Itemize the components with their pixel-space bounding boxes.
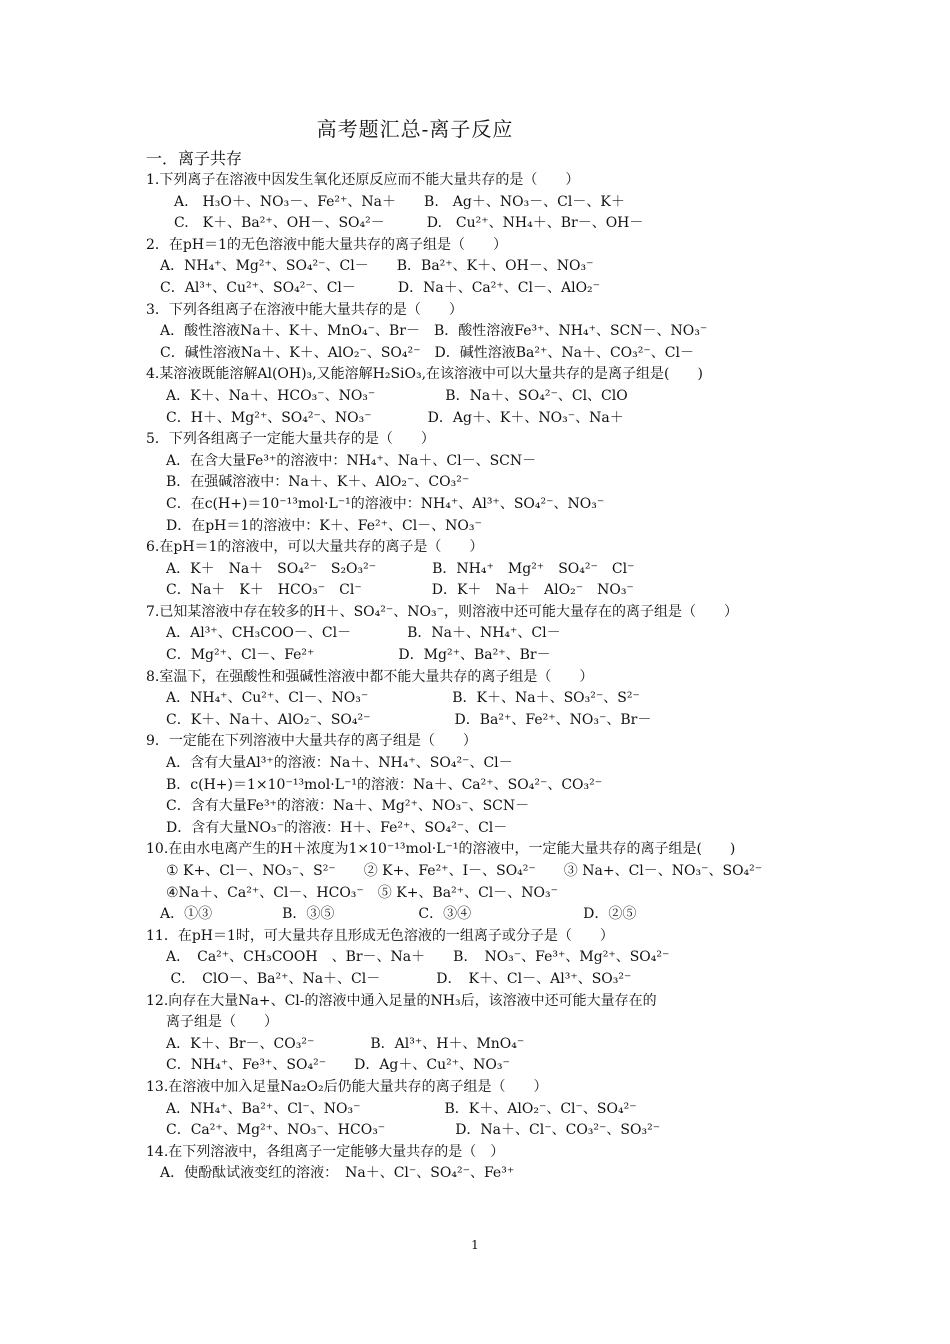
question-stem: 4.某溶液既能溶解Al(OH)₃,又能溶解H₂SiO₃,在该溶液中可以大量共存的是离子组是( ): [146, 366, 703, 383]
question-stem: 8.室温下，在强酸性和强碱性溶液中都不能大量共存的离子组是（ ）: [146, 668, 594, 685]
answer-options: A．NH₄⁺、Ba²⁺、Cl⁻、NO₃⁻ B．K＋、AlO₂⁻、Cl⁻、SO₄²⁻: [166, 1100, 637, 1117]
answer-options: B．在强碱溶液中：Na＋、K＋、AlO₂⁻、CO₃²⁻: [166, 474, 470, 491]
answer-options: A．NH₄⁺、Cu²⁺、Cl－、NO₃⁻ B．K＋、Na＋、SO₃²⁻、S²⁻: [166, 690, 640, 707]
answer-options: A．K＋、Na＋、HCO₃⁻、NO₃⁻ B．Na＋、SO₄²⁻、Cl、ClO: [166, 387, 628, 404]
question-stem: 6.在pH＝1的溶液中，可以大量共存的离子是（ ）: [146, 539, 484, 556]
answer-options: 离子组是（ ）: [166, 1014, 278, 1031]
question-stem: 3．下列各组离子在溶液中能大量共存的是（ ）: [146, 301, 463, 318]
page-title: 高考题汇总-离子反应: [316, 117, 514, 141]
answer-options: A．①③ B．③⑤ C．③④ D．②⑤: [160, 906, 637, 923]
answer-options: D．在pH＝1的溶液中：K＋、Fe²⁺、Cl－、NO₃⁻: [166, 517, 482, 534]
answer-options: D．含有大量NO₃⁻的溶液：H＋、Fe²⁺、SO₄²⁻、Cl－: [166, 819, 508, 836]
question-stem: 11．在pH＝1时，可大量共存且形成无色溶液的一组离子或分子是（ ）: [146, 927, 614, 944]
section-heading: 一．离子共存: [146, 149, 243, 168]
answer-options: C．K＋、Na＋、AlO₂⁻、SO₄²⁻ D．Ba²⁺、Fe²⁺、NO₃⁻、Br－: [166, 711, 652, 728]
answer-options: A．酸性溶液Na＋、K＋、MnO₄⁻、Br－ B．酸性溶液Fe³⁺、NH₄⁺、SCN－、NO₃⁻: [160, 323, 708, 340]
answer-options: C．在c(H+)＝10⁻¹³mol·L⁻¹的溶液中：NH₄⁺、Al³⁺、SO₄²⁻、NO₃⁻: [166, 495, 605, 512]
question-stem: 9．一定能在下列溶液中大量共存的离子组是（ ）: [146, 733, 477, 750]
answer-options: C．Na＋ K＋ HCO₃⁻ Cl⁻ D．K＋ Na＋ AlO₂⁻ NO₃⁻: [166, 582, 634, 599]
answer-options: C．Al³⁺、Cu²⁺、SO₄²⁻、Cl－ D．Na＋、Ca²⁺、Cl－、AlO₂⁻: [160, 279, 601, 296]
question-stem: 2．在pH＝1的无色溶液中能大量共存的离子组是（ ）: [146, 236, 507, 253]
answer-options: ① K+、Cl－、NO₃⁻、S²⁻ ② K+、Fe²⁺、I－、SO₄²⁻ ③ Na+、Cl－、NO₃⁻、SO₄²⁻: [166, 863, 763, 879]
answer-options: C． ClO－、Ba²⁺、Na＋、Cl－ D． K＋、Cl－、Al³⁺、SO₃²⁻: [166, 970, 632, 987]
question-stem: 10.在由水电离产生的H＋浓度为1×10⁻¹³mol·L⁻¹的溶液中，一定能大量共存的离子组是( ): [146, 841, 736, 858]
question-stem: 13.在溶液中加入足量Na₂O₂后仍能大量共存的离子组是（ ）: [146, 1078, 548, 1095]
question-stem: 7.已知某溶液中存在较多的H＋、SO₄²⁻、NO₃⁻，则溶液中还可能大量存在的离子组是（ ）: [146, 603, 738, 620]
answer-options: A． Ca²⁺、CH₃COOH 、Br－、Na＋ B． NO₃⁻、Fe³⁺、Mg²⁺、SO₄²⁻: [166, 949, 670, 966]
question-list: [146, 170, 826, 1185]
answer-options: A．使酚酞试液变红的溶液： Na＋、Cl⁻、SO₄²⁻、Fe³⁺: [160, 1165, 515, 1182]
answer-options: A．含有大量Al³⁺的溶液：Na＋、NH₄⁺、SO₄²⁻、Cl－: [166, 755, 513, 772]
answer-options: A. H₃O＋、NO₃－、Fe²⁺、Na＋ B. Ag＋、NO₃－、Cl－、K＋: [174, 193, 625, 210]
question-stem: 14.在下列溶液中，各组离子一定能够大量共存的是（ ）: [146, 1143, 505, 1160]
question-stem: 5．下列各组离子一定能大量共存的是（ ）: [146, 431, 435, 448]
page-number: 1: [471, 1238, 479, 1252]
answer-options: A．K＋、Br－、CO₃²⁻ B．Al³⁺、H＋、MnO₄⁻: [166, 1035, 525, 1052]
answer-options: C．H＋、Mg²⁺、SO₄²⁻、NO₃⁻ D．Ag＋、K＋、NO₃⁻、Na＋: [166, 409, 624, 426]
answer-options: ④Na＋、Ca²⁺、Cl－、HCO₃⁻ ⑤ K+、Ba²⁺、Cl－、NO₃⁻: [166, 884, 558, 901]
answer-options: C．NH₄⁺、Fe³⁺、SO₄²⁻ D．Ag＋、Cu²⁺、NO₃⁻: [166, 1057, 510, 1074]
question-stem: 1.下列离子在溶液中因发生氧化还原反应而不能大量共存的是（ ）: [146, 172, 580, 188]
answer-options: C．Mg²⁺、Cl－、Fe²⁺ D．Mg²⁺、Ba²⁺、Br－: [166, 647, 551, 664]
answer-options: C. K＋、Ba²⁺、OH－、SO₄²－ D. Cu²⁺、NH₄＋、Br－、OH－: [174, 215, 644, 232]
answer-options: C．含有大量Fe³⁺的溶液：Na＋、Mg²⁺、NO₃⁻、SCN－: [166, 798, 530, 815]
answer-options: A．Al³⁺、CH₃COO－、Cl－ B．Na＋、NH₄⁺、Cl－: [166, 625, 561, 642]
question-stem: 12.向存在大量Na+、Cl-的溶液中通入足量的NH₃后，该溶液中还可能大量存在的: [146, 992, 657, 1009]
answer-options: A．NH₄⁺、Mg²⁺、SO₄²⁻、Cl－ B．Ba²⁺、K＋、OH－、NO₃⁻: [160, 258, 594, 275]
answer-options: B．c(H+)＝1×10⁻¹³mol·L⁻¹的溶液：Na＋、Ca²⁺、SO₄²⁻、CO₃²⁻: [166, 776, 603, 793]
answer-options: A．在含大量Fe³⁺的溶液中：NH₄⁺、Na＋、Cl－、SCN－: [166, 452, 537, 469]
answer-options: C．Ca²⁺、Mg²⁺、NO₃⁻、HCO₃⁻ D．Na＋、Cl⁻、CO₃²⁻、SO₃²⁻: [166, 1122, 661, 1139]
answer-options: C．碱性溶液Na＋、K＋、AlO₂⁻、SO₄²⁻ D．碱性溶液Ba²⁺、Na＋、CO₃²⁻、Cl－: [160, 344, 694, 361]
answer-options: A．K＋ Na＋ SO₄²⁻ S₂O₃²⁻ B．NH₄⁺ Mg²⁺ SO₄²⁻ Cl⁻: [166, 560, 635, 577]
